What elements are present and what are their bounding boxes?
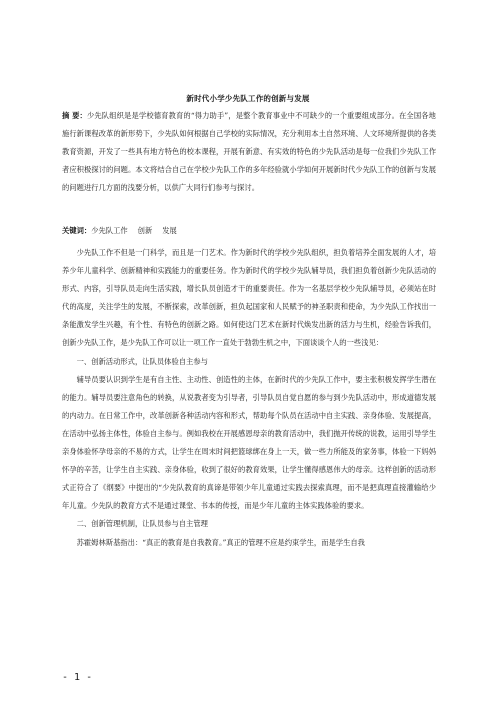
abstract-paragraph (62, 107, 436, 197)
page-number: - 1 - (62, 672, 93, 683)
body-paragraph: 辅导员要认识到学生是有自主性、主动性、创造性的主体，在新时代的少先队工作中，要主张积极发挥学生潜在的能力。辅导员要注意角色的转换，从说教者变为引导者，引导队员自觉自愿的参与到少先队活动中，形成道德发展的内动力。在日常工作中，改革创新各种活动内容和形式，帮助每个队员在活动中自主实践、亲身体验、发展提高，在活动中弘扬主体性，体验自主参与。例如我校在开展感恩母亲的教育活动中，我们抛开传统的说教，运用引导学生亲身体验怀孕母亲的不易的方式，让学生在周末时间把篮球绑在身上一天，做一些力所能及的家务事，体验一下妈妈怀孕的辛苦，让学生自主实践、亲身体验，收到了很好的教育效果，让学生懂得感恩伟大的母亲。这样创新的活动形式正符合了《纲要》中提出的“少先队教育的真谛是带领少年儿童通过实践去探索真理，而不是把真理直接灌输给少年儿童。少先队的教育方式不是通过课堂、书本的传授，而是少年儿童的主体实践体验的要求。 (62, 374, 436, 511)
main-body (62, 244, 436, 552)
abstract (62, 107, 436, 197)
document-title: 新时代小学少先队工作的创新与发展 (186, 94, 310, 103)
body-paragraph: 苏霍姆林斯基指出：“真正的教育是自我教育。”真正的管理不应是约束学生，而是学生自我 (76, 537, 365, 547)
keyword: 少先队工作 (91, 226, 128, 235)
abstract-label: 摘 要： (62, 111, 87, 120)
keyword: 发展 (162, 226, 177, 235)
keywords-label: 关键词： (62, 226, 92, 235)
keyword: 创新 (137, 226, 153, 235)
abstract-text: 少先队组织是是学校德育教育的“得力助手”，是整个教育事业中不可缺少的一个重要组成部分。在全国各地施行新课程改革的新形势下，少先队如何根据自己学校的实际情况，充分利用本土自然环境、人文环境所提供的各类教育资源，开发了一些具有地方特色的校本课程，开展有新意、有实效的特色的少先队活动是每一位我们少先队工作者应积极探讨的问题。本文将结合自己在学校少先队工作的多年经验就小学如何开展新时代少先队工作的创新与发展的问题进行几方面的浅要分析，以供广大同行们参考与探讨。 (62, 111, 436, 193)
keywords-line (62, 222, 436, 240)
body-paragraph: 少先队工作不但是一门科学，而且是一门艺术。作为新时代的学校少先队组织，担负着培养全面发展的人才，培养少年儿童科学、创新精神和实践能力的重要任务。作为新时代的学校少先队辅导员，我们担负着创新少先队活动的形式、内容，引导队员走向生活实践，增长队员创造才干的重要责任。作为一名基层学校少先队辅导员，必须站在时代的高度，关注学生的发展，不断探索，改革创新，担负起国家和人民赋予的神圣职责和使命，为少先队工作找出一条能激发学生兴趣，有个性、有特色的创新之路。如何使这门艺术在新时代焕发出新的活力与生机，经验告诉我们，创新少先队工作，是少先队工作可以让一项工作一直处于勃勃生机之中，下面谈谈个人的一些浅见： (62, 248, 436, 348)
section-heading: 一、创新活动形式，让队员体验自主参与 (76, 356, 208, 366)
section-heading: 二、创新管理机制，让队员参与自主管理 (76, 519, 208, 529)
